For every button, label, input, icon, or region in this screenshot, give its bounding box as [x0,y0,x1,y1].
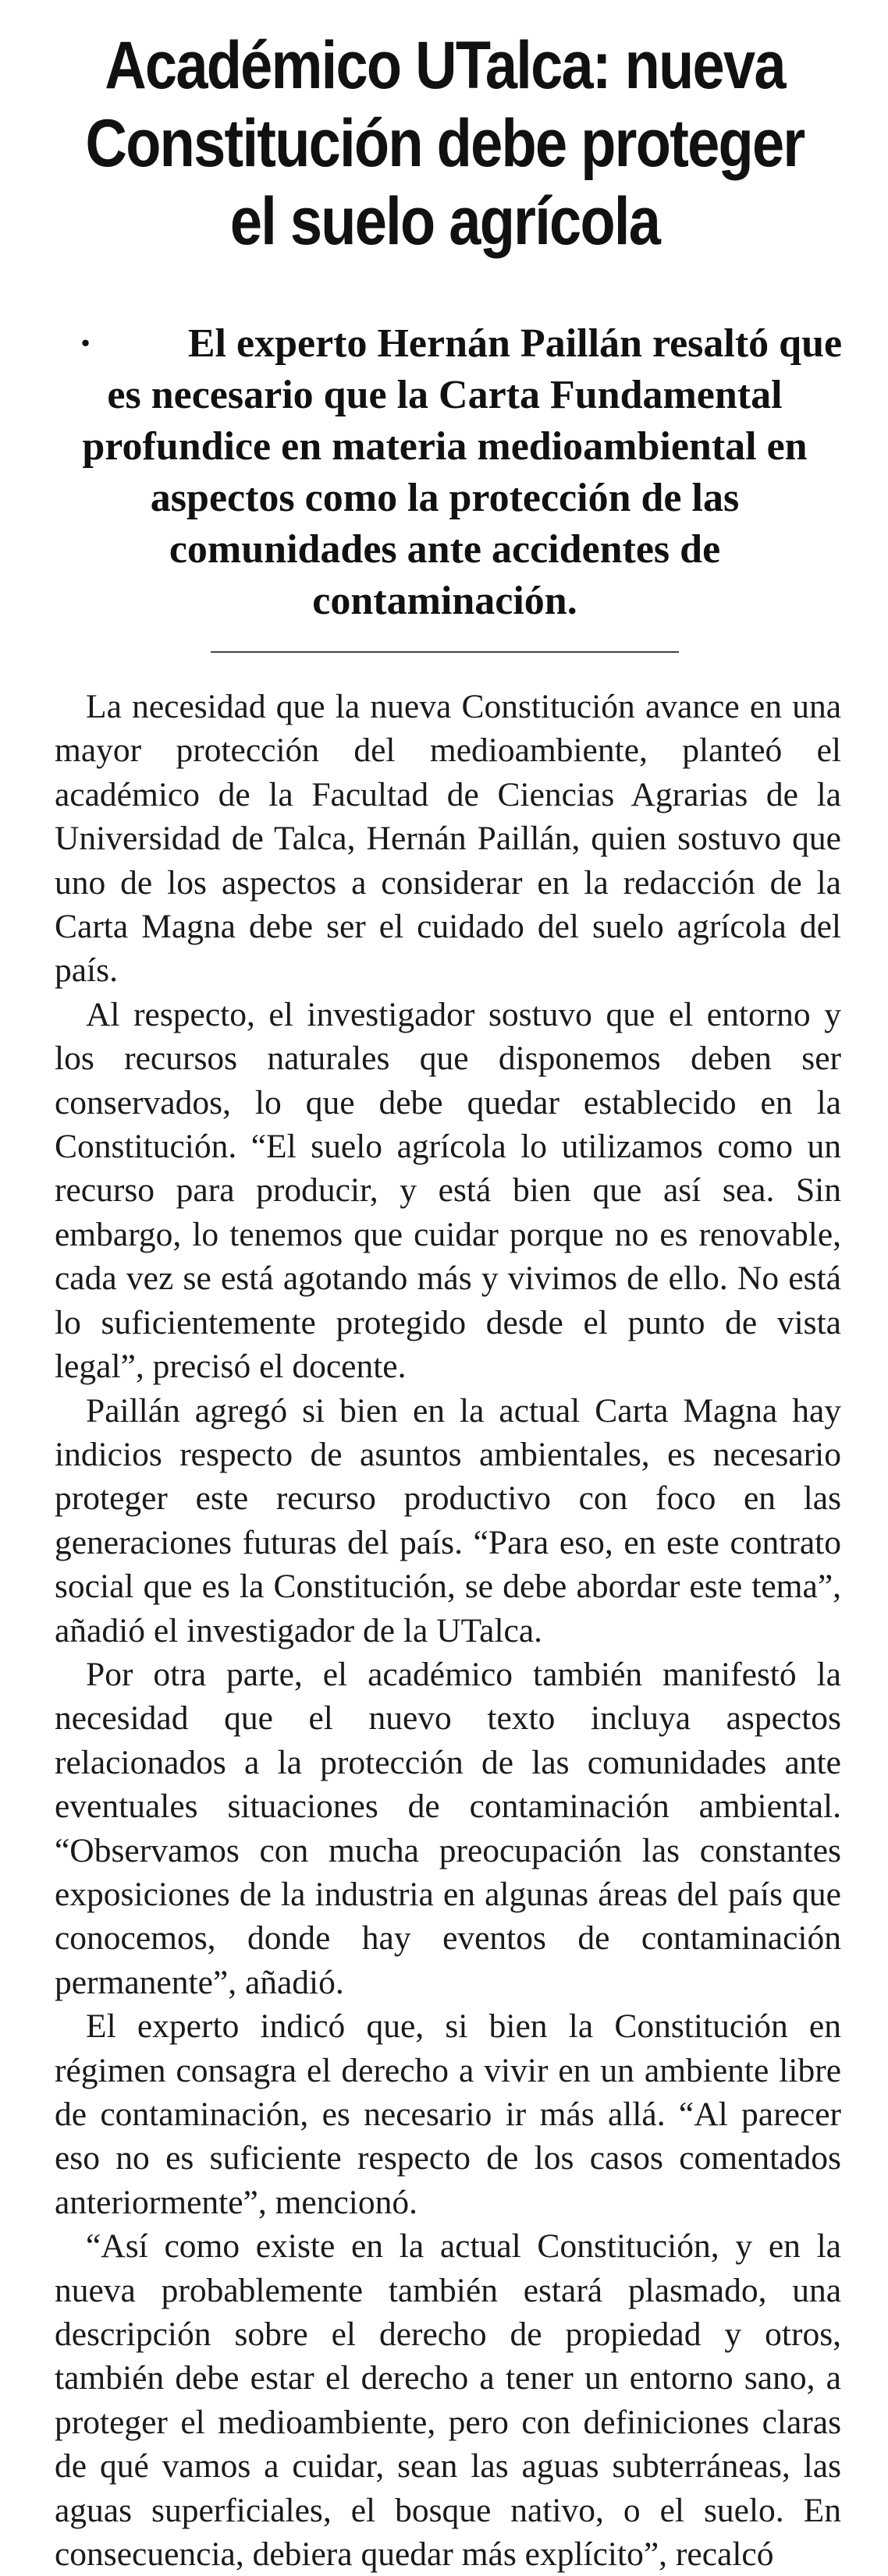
body-paragraph-6: “Así como existe en la actual Constitución, y en la nueva probablemente también estará plasmado, una descripción sobre el derecho de propiedad y otros, también debe estar el derecho a tener un entorno sano, a proteger el medioambiente, pero con definiciones claras de qué vamos a cuidar, sean las aguas subterráneas, las aguas superficiales, el bosque nativo, o el suelo. En consecuencia, debiera quedar más explícito”, recalcó [55,2227,841,2574]
article-body [55,685,841,2576]
body-paragraph-2: Al respecto, el investigador sostuvo que el entorno y los recursos naturales que disponemos deben ser conservados, lo que debe quedar establecido en la Constitución. “El suelo agrícola lo utilizamos como un recurso para producir, y está bien que así sea. Sin embargo, lo tenemos que cuidar porque no es renovable, cada vez se está agotando más y vivimos de ello. No está lo suficientemente protegido desde el punto de vista legal”, precisó el docente. [55,995,841,1386]
article-deck [39,318,851,627]
body-paragraph-3: Paillán agregó si bien en la actual Carta Magna hay indicios respecto de asuntos ambientales, es necesario proteger este recurso productivo con foco en las generaciones futuras del país. “Para eso, en este contrato social que es la Constitución, se debe abordar este tema”, añadió el investigador de la UTalca. [55,1391,841,1649]
section-divider [211,651,679,653]
deck-text: El experto Hernán Paillán resaltó que es necesario que la Carta Fundamental profundice en materia medioambiental en aspectos como la protección de las comunidades ante accidentes de contaminación. [82,321,843,623]
body-paragraph-4: Por otra parte, el académico también manifestó la necesidad que el nuevo texto incluya aspectos relacionados a la protección de las comunidades ante eventuales situaciones de contaminación ambiental. “Observamos con mucha preocupación las constantes exposiciones de la industria en algunas áreas del país que conocemos, donde hay eventos de contaminación permanente”, añadió. [55,1655,841,2001]
body-paragraph-1: La necesidad que la nueva Constitución avance en una mayor protección del medioambiente, planteó el académico de la Facultad de Ciencias Agrarias de la Universidad de Talca, Hernán Paillán, quien sostuvo que uno de los aspectos a considerar en la redacción de la Carta Magna debe ser el cuidado del suelo agrícola del país. [55,688,841,990]
article-headline: Académico UTalca: nueva Constitución debe proteger el suelo agrícola [85,28,805,259]
body-paragraph-5: El experto indicó que, si bien la Constitución en régimen consagra el derecho a vivir en un ambiente libre de contaminación, es necesario ir más allá. “Al parecer eso no es suficiente respecto de los casos comentados anteriormente”, mencionó. [55,2007,841,2221]
deck-bullet: · [78,321,93,366]
